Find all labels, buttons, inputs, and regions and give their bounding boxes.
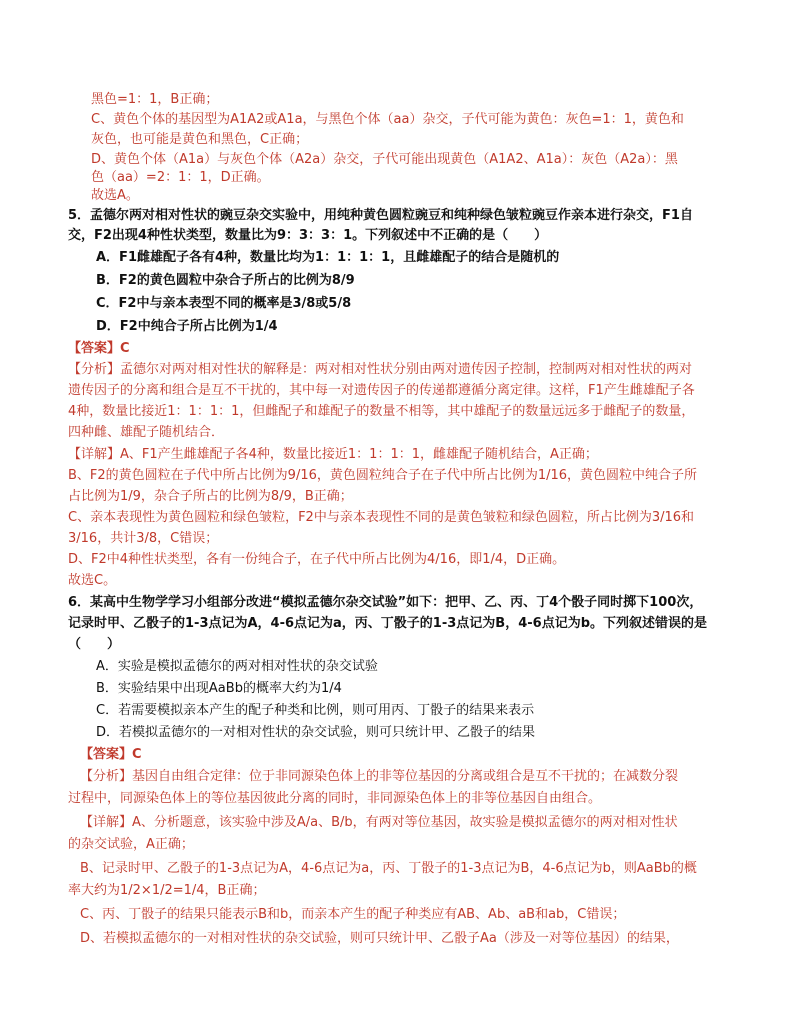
analysis-text: 4种，数量比接近1：1：1：1，但雌配子和雄配子的数量不相等，其中雄配子的数量远远多于雌配子的数量， <box>68 404 695 419</box>
explanation-text: 占比例为1/9，杂合子所占的比例为8/9，B正确； <box>68 489 353 504</box>
analysis-text: 遗传因子的分离和组合是互不干扰的，其中每一对遗传因子的传递都遵循分离定律。这样，F1产生雌雄配子各 <box>68 383 695 398</box>
option-b: B．F2的黄色圆粒中杂合子所占的比例为8/9 <box>96 273 355 288</box>
option-c: C．若需要模拟亲本产生的配子种类和比例，则可用丙、丁骰子的结果来表示 <box>96 703 535 718</box>
text-line: D、黄色个体（A1a）与灰色个体（A2a）杂交，子代可能出现黄色（A1A2、A1a）：灰色（A2a）：黑 <box>91 152 678 167</box>
option-a: A．F1雌雄配子各有4种，数量比均为1：1：1：1，且雌雄配子的结合是随机的 <box>96 250 560 265</box>
text-line: 灰色，也可能是黄色和黑色，C正确； <box>91 132 309 147</box>
analysis-text: 【分析】孟德尔对两对相对性状的解释是：两对相对性状分别由两对遗传因子控制，控制两对相对性状的两对 <box>68 362 693 377</box>
option-c: C．F2中与亲本表型不同的概率是3/8或5/8 <box>96 296 352 311</box>
explanation-text: 3/16，共计3/8，C错误； <box>68 531 219 546</box>
question-6-stem: （ ） <box>68 637 121 652</box>
explanation-text: D、若模拟孟德尔的一对相对性状的杂交试验，则可只统计甲、乙骰子Aa（涉及一对等位基因）的结果， <box>80 931 679 946</box>
text-line: 黑色=1：1，B正确； <box>91 92 219 107</box>
explanation-text: B、F2的黄色圆粒在子代中所占比例为9/16，黄色圆粒纯合子在子代中所占比例为1/16，黄色圆粒中纯合子所 <box>68 468 698 483</box>
conclusion-text: 故选C。 <box>68 573 117 588</box>
question-6-stem: 记录时甲、乙骰子的1-3点记为A，4-6点记为a，丙、丁骰子的1-3点记为B，4-6点记为b。下列叙述错误的是 <box>68 616 707 631</box>
explanation-text: D、F2中4种性状类型，各有一份纯合子，在子代中所占比例为4/16，即1/4，D正确。 <box>68 552 566 567</box>
option-d: D．若模拟孟德尔的一对相对性状的杂交试验，则可只统计甲、乙骰子的结果 <box>96 725 536 740</box>
question-5-stem: 交，F2出现4种性状类型，数量比为9：3：3：1。下列叙述中不正确的是（ ） <box>68 228 548 243</box>
analysis-text: 四种雌、雄配子随机结合． <box>68 425 225 440</box>
option-d: D．F2中纯合子所占比例为1/4 <box>96 319 278 334</box>
explanation-text: C、亲本表现性为黄色圆粒和绿色皱粒，F2中与亲本表现性不同的是黄色皱粒和绿色圆粒，所占比例为3/16和 <box>68 510 695 525</box>
text-line: 故选A。 <box>91 188 139 203</box>
text-line: C、黄色个体的基因型为A1A2或A1a，与黑色个体（aa）杂交，子代可能为黄色：灰色=1：1，黄色和 <box>91 112 684 127</box>
text-line: 色（aa）=2：1：1，D正确。 <box>91 170 270 185</box>
explanation-text: 【详解】A、F1产生雌雄配子各4种，数量比接近1：1：1：1，雌雄配子随机结合，A正确； <box>68 447 598 462</box>
explanation-text: B、记录时甲、乙骰子的1-3点记为A，4-6点记为a，丙、丁骰子的1-3点记为B，4-6点记为b，则AaBb的概 <box>80 861 697 876</box>
question-6-stem: 6．某高中生物学学习小组部分改进“模拟孟德尔杂交试验”如下：把甲、乙、丙、丁4个骰子同时掷下100次， <box>68 595 703 610</box>
option-a: A．实验是模拟孟德尔的两对相对性状的杂交试验 <box>96 659 378 674</box>
explanation-text: 的杂交试验，A正确； <box>68 837 194 852</box>
option-b: B．实验结果中出现AaBb的概率大约为1/4 <box>96 681 342 696</box>
question-5-stem: 5．孟德尔两对相对性状的豌豆杂交实验中，用纯种黄色圆粒豌豆和纯种绿色皱粒豌豆作亲本进行杂交，F1自 <box>68 208 693 223</box>
analysis-text: 【分析】基因自由组合定律：位于非同源染色体上的非等位基因的分离或组合是互不干扰的；在减数分裂 <box>80 769 679 784</box>
answer-label: 【答案】C <box>68 341 130 356</box>
explanation-text: C、丙、丁骰子的结果只能表示B和b，而亲本产生的配子种类应有AB、Ab、aB和ab，C错误； <box>80 907 626 922</box>
answer-label: 【答案】C <box>80 747 142 762</box>
explanation-text: 率大约为1/2×1/2=1/4，B正确； <box>68 883 266 898</box>
analysis-text: 过程中，同源染色体上的等位基因彼此分离的同时，非同源染色体上的非等位基因自由组合。 <box>68 791 602 806</box>
explanation-text: 【详解】A、分析题意，该实验中涉及A/a、B/b，有两对等位基因，故实验是模拟孟德尔的两对相对性状 <box>80 815 678 830</box>
